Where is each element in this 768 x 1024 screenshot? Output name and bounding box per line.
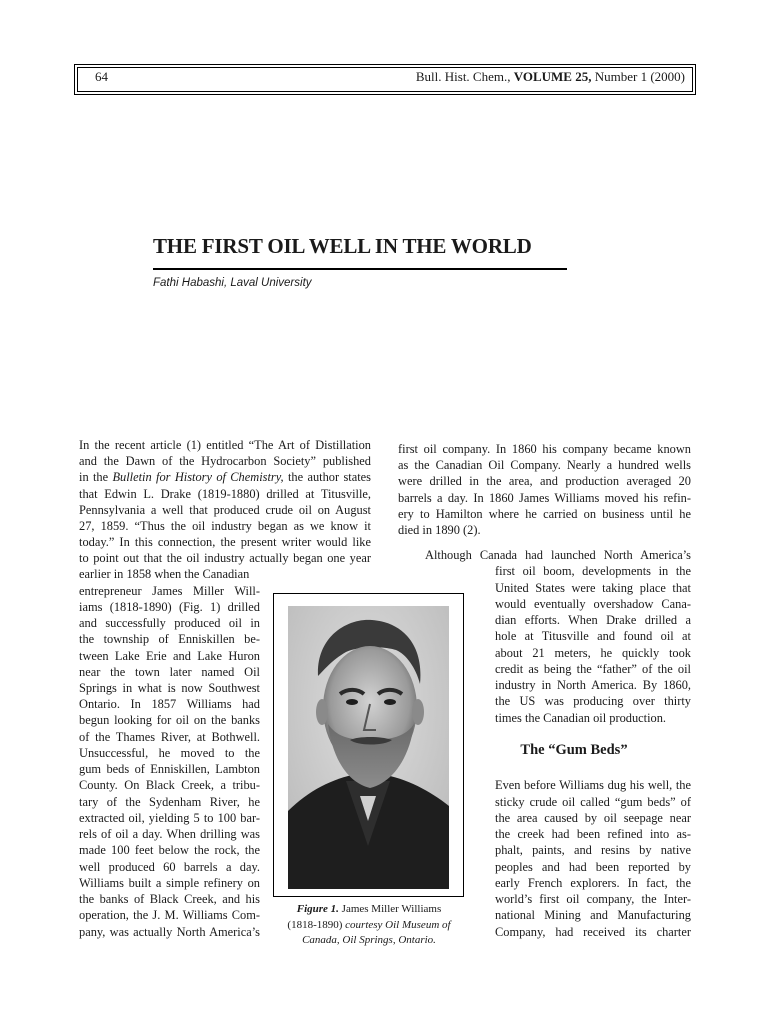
figure-subject-name: James Miller Williams — [338, 903, 442, 915]
col1-narrow-line: the township of Enniskillen be- — [79, 632, 260, 646]
col2-line: barrels a day. In 1860 James Williams moved his refin- — [398, 491, 691, 505]
col1-line: that Edwin L. Drake (1819-1880) drilled at Titusville, — [79, 487, 371, 501]
col2-line: first oil company. In 1860 his company became known — [398, 442, 691, 456]
col1-narrow-line: the banks of Black Creek, and his — [79, 892, 260, 906]
col2-narrow-line: hole at Titusville and found oil at — [495, 629, 691, 643]
col1-line: and the Dawn of the Hydrocarbon Society” published — [79, 454, 371, 468]
figure-credit-line-2: Canada, Oil Springs, Ontario. — [302, 934, 436, 946]
col1-narrow-line: tween Lake Erie and Lake Huron — [79, 649, 260, 663]
col1-line: today.” In this connection, the present writer would like — [79, 535, 371, 549]
col1-narrow-line: begun looking for oil on the banks — [79, 713, 260, 727]
col1-line: 27, 1859. “Thus the oil industry began as we know it — [79, 519, 371, 533]
col2-line: as the Canadian Oil Company. Nearly a hundred wells — [398, 458, 691, 472]
col2-narrow-line: peoples and had been reported by — [495, 860, 691, 874]
col1-narrow-line: earlier in 1858 when the Canadian — [79, 567, 250, 581]
col1-narrow-line: Unsuccessful, he moved to the — [79, 746, 260, 760]
figure-1-caption — [276, 902, 462, 949]
col2-line: died in 1890 (2). — [398, 523, 481, 537]
col2-narrow-line: about 21 meters, he quickly took — [495, 646, 691, 660]
col1-line: to point out that the oil industry actually began one year — [79, 551, 371, 565]
col1-narrow-line: County. On Black Creek, a tribu- — [79, 778, 260, 792]
col1-narrow-line: extracted oil, yielding 5 to 100 bar- — [79, 811, 260, 825]
col1-narrow-line: iams (1818-1890) (Fig. 1) drilled — [79, 600, 260, 614]
figure-subject-dates: (1818-1890) — [287, 918, 346, 931]
col1-narrow-line: Ontario. In 1857 Williams had — [79, 697, 260, 711]
col2-narrow-line: industry in North America. By 1860, — [495, 678, 691, 692]
col1-line-start: in the — [79, 470, 113, 484]
col1-narrow-line: of the Thames River, at Bothwell. — [79, 730, 260, 744]
col1-narrow-line: entrepreneur James Miller Will- — [79, 584, 260, 598]
figure-credit-line-1: courtesy Oil Museum of — [345, 918, 451, 931]
col1-narrow-line: made 100 feet below the rock, the — [79, 843, 260, 857]
figure-label: Figure 1. — [296, 903, 339, 915]
col2-narrow-line: credit as being the “father” of the oil — [495, 662, 691, 676]
col1-line: In the recent article (1) entitled “The Art of Distillation — [79, 438, 371, 452]
col1-line-end: the author states — [283, 470, 371, 484]
col2-narrow-line: would eventually overshadow Cana- — [495, 597, 691, 611]
col2-line: were drilled in the area, and production averaged 20 — [398, 474, 691, 488]
col2-line: ery to Hamilton where he carried on business until he — [398, 507, 691, 521]
col1-narrow-line: pany, was actually North America’s — [79, 925, 260, 939]
col1-narrow-line: Williams built a simple refinery on — [79, 876, 260, 890]
col1-narrow-line: Springs in what is now Southwest — [79, 681, 260, 695]
col1-line — [79, 469, 371, 485]
col1-narrow-line: near the town later named Oil — [79, 665, 260, 679]
col1-narrow-line: operation, the J. M. Williams Com- — [79, 908, 260, 922]
article-title: THE FIRST OIL WELL IN THE WORLD — [153, 234, 532, 258]
col2-narrow-line: phalt, paints, and resins by native — [495, 843, 691, 857]
col2-narrow-line: sticky crude oil called “gum beds” of — [495, 795, 691, 809]
journal-issue: Number 1 (2000) — [591, 69, 685, 84]
journal-name-italic: Bulletin for History of Chemistry, — [112, 470, 284, 484]
col2-narrow-line: national Mining and Manufacturing — [495, 908, 691, 922]
journal-citation — [416, 69, 685, 85]
col2-narrow-line: the US was producing over thirty — [495, 694, 691, 708]
title-rule — [153, 268, 567, 270]
col2-narrow-line: first oil boom, developments in the — [495, 564, 691, 578]
article-author: Fathi Habashi, Laval University — [153, 277, 312, 289]
col2-narrow-line: the creek had been refined into as- — [495, 827, 691, 841]
col2-narrow-line: Even before Williams dug his well, the — [495, 778, 691, 792]
col2-narrow-line: early French explorers. In fact, the — [495, 876, 691, 890]
col2-narrow-line: Company, had received its charter — [495, 925, 691, 939]
journal-volume: VOLUME 25, — [513, 69, 592, 84]
col1-line: Pennsylvania a well that produced crude oil on August — [79, 503, 371, 517]
portrait-photo-james-miller-williams — [288, 606, 449, 889]
col1-narrow-line: tary of the Sydenham River, he — [79, 795, 260, 809]
col1-narrow-line: rels of oil a day. When drilling was — [79, 827, 260, 841]
running-header — [74, 64, 696, 95]
col2-narrow-line: world’s first oil company, the Inter- — [495, 892, 691, 906]
col1-narrow-line: well produced 60 barrels a day. — [79, 860, 260, 874]
col2-line: Although Canada had launched North America’s — [425, 548, 691, 562]
figure-1-frame — [273, 593, 464, 897]
col1-narrow-line: gum beds of Enniskillen, Lambton — [79, 762, 260, 776]
journal-prefix: Bull. Hist. Chem., — [415, 69, 514, 84]
page-number: 64 — [95, 69, 108, 84]
section-heading-gum-beds: The “Gum Beds” — [520, 742, 628, 758]
col1-narrow-line: and successfully produced oil in — [79, 616, 260, 630]
col2-narrow-line: times the Canadian oil production. — [495, 711, 667, 725]
col2-narrow-line: the area caused by oil seepage near — [495, 811, 691, 825]
col2-narrow-line: United States were taking place that — [495, 581, 691, 595]
col2-narrow-line: dian efforts. When Drake drilled a — [495, 613, 691, 627]
